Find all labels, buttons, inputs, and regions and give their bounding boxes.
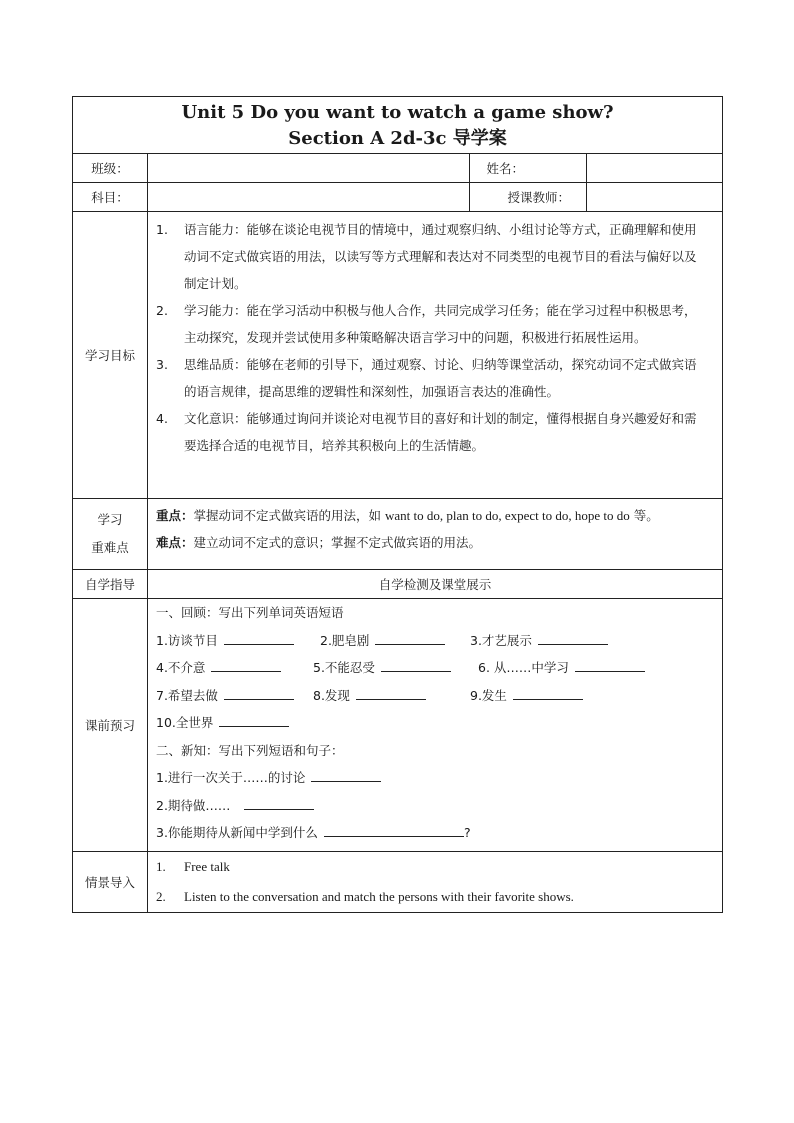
objective-item (156, 297, 708, 351)
vocab-prompt: 4.不介意 (156, 660, 206, 675)
intro-row (73, 851, 723, 912)
objective-number: 1. (156, 222, 168, 237)
objective-text: 思维品质：能够在老师的引导下，通过观察、讨论、归纳等课堂活动，探究动词不定式做宾语的语言规律，提高思维的逻辑性和深刻性，加强语言表达的准确性。 (184, 357, 697, 399)
teacher-label: 授课教师： (470, 183, 587, 212)
objective-number: 3. (156, 357, 168, 372)
key-points-content (148, 499, 723, 570)
self-study-content: 自学检测及课堂展示 (148, 570, 723, 599)
answer-blank[interactable] (381, 658, 451, 672)
class-name-row (73, 154, 723, 183)
objective-text: 学习能力：能在学习活动中积极与他人合作，共同完成学习任务；能在学习过程中积极思考，主动探究，发现并尝试使用多种策略解决语言学习中的问题，积极进行拓展性运用。 (184, 303, 697, 345)
vocab-prompt: 3.才艺展示 (470, 632, 532, 648)
phrase-item (156, 819, 714, 847)
phrase-item (156, 764, 714, 792)
vocab-prompt: 5.不能忍受 (313, 660, 375, 675)
question-mark: ? (463, 825, 471, 840)
phrase-prompt: 1.进行一次关于……的讨论 (156, 770, 306, 785)
intro-text: Free talk (184, 858, 230, 874)
title-cell (73, 97, 723, 154)
name-label: 姓名： (470, 154, 587, 183)
phrase-item (156, 792, 714, 820)
intro-label: 情景导入 (73, 851, 148, 912)
vocab-prompt: 7.希望去做 (156, 687, 218, 703)
vocab-item (478, 654, 645, 682)
answer-blank[interactable] (575, 658, 645, 672)
phrase-prompt: 2.期待做…… (156, 797, 231, 813)
vocab-item (320, 627, 445, 655)
answer-blank[interactable] (224, 686, 294, 700)
class-field[interactable] (148, 154, 470, 183)
difficulty-text: 建立动词不定式的意识；掌握不定式做宾语的用法。 (193, 535, 482, 550)
vocab-prompt: 1.访谈节目 (156, 632, 218, 648)
review-heading: 一、回顾：写出下列单词英语短语 (156, 605, 344, 620)
vocab-item (470, 682, 583, 710)
answer-blank[interactable] (538, 631, 608, 645)
vocab-prompt: 8.发现 (313, 687, 350, 703)
objectives-row (73, 212, 723, 499)
objective-item (156, 216, 708, 297)
focus-line (156, 502, 714, 529)
answer-blank[interactable] (219, 713, 289, 727)
key-points-row (73, 499, 723, 570)
subject-field[interactable] (148, 183, 470, 212)
objective-number: 4. (156, 411, 168, 426)
preview-content (148, 599, 723, 852)
new-knowledge-heading: 二、新知：写出下列短语和句子： (156, 742, 344, 758)
vocab-item (156, 682, 294, 710)
key-points-label-line-2: 重难点 (91, 540, 129, 555)
answer-blank[interactable] (311, 768, 381, 782)
class-label: 班级： (73, 154, 148, 183)
subject-teacher-row (73, 183, 723, 212)
vocab-prompt: 10.全世界 (156, 715, 214, 730)
subject-label: 科目： (73, 183, 148, 212)
preview-label: 课前预习 (73, 599, 148, 852)
phrase-prompt: 3.你能期待从新闻中学到什么 (156, 825, 318, 840)
vocab-item (156, 654, 281, 682)
objective-text: 文化意识：能够通过询问并谈论对电视节目的喜好和计划的制定，懂得根据自身兴趣爱好和需要选择合适的电视节目，培养其积极向上的生活情趣。 (184, 411, 697, 453)
worksheet (72, 96, 722, 913)
difficulty-label: 难点： (156, 535, 194, 550)
focus-examples: want to do, plan to do, expect to do, hope to do (385, 508, 630, 523)
objective-item (156, 405, 708, 459)
key-points-label-line-1: 学习 (97, 512, 123, 527)
intro-number: 1. (156, 858, 166, 874)
intro-text: Listen to the conversation and match the persons with their favorite shows. (184, 888, 574, 904)
vocab-item (313, 654, 451, 682)
teacher-field[interactable] (587, 183, 723, 212)
key-points-label (73, 499, 148, 570)
objectives-content (148, 212, 723, 499)
vocab-row (156, 709, 714, 737)
preview-row (73, 599, 723, 852)
intro-content (148, 851, 723, 912)
answer-blank[interactable] (356, 686, 426, 700)
intro-item (156, 852, 714, 882)
answer-blank[interactable] (324, 823, 464, 837)
focus-text: 掌握动词不定式做宾语的用法，如 (193, 508, 385, 523)
vocab-prompt: 9.发生 (470, 687, 507, 703)
vocab-prompt: 6. 从……中学习 (478, 660, 569, 675)
answer-blank[interactable] (224, 631, 294, 645)
vocab-item (313, 682, 426, 710)
vocab-row (156, 627, 714, 655)
self-study-row (73, 570, 723, 599)
answer-blank[interactable] (375, 631, 445, 645)
lesson-plan-table (72, 96, 723, 913)
difficulty-line (156, 529, 714, 556)
focus-label: 重点： (156, 508, 194, 523)
answer-blank[interactable] (244, 796, 314, 810)
title-line-2: Section A 2d-3c 导学案 (288, 128, 507, 149)
answer-blank[interactable] (513, 686, 583, 700)
focus-text-end: 等。 (629, 508, 659, 523)
vocab-row (156, 654, 714, 682)
objectives-label: 学习目标 (73, 212, 148, 499)
vocab-row (156, 682, 714, 710)
title-line-1: Unit 5 Do you want to watch a game show? (181, 102, 614, 123)
intro-number: 2. (156, 888, 166, 904)
objective-number: 2. (156, 303, 168, 318)
name-field[interactable] (587, 154, 723, 183)
answer-blank[interactable] (211, 658, 281, 672)
objective-text: 语言能力：能够在谈论电视节目的情境中，通过观察归纳、小组讨论等方式，正确理解和使用动词不定式做宾语的用法，以读写等方式理解和表达对不同类型的电视节目的看法与偏好以及制定计划。 (184, 222, 697, 291)
vocab-item (156, 627, 294, 655)
intro-item (156, 882, 714, 912)
vocab-prompt: 2.肥皂剧 (320, 632, 370, 648)
self-study-label: 自学指导 (73, 570, 148, 599)
vocab-item (156, 709, 289, 737)
vocab-item (470, 627, 608, 655)
title-row (73, 97, 723, 154)
objective-item (156, 351, 708, 405)
